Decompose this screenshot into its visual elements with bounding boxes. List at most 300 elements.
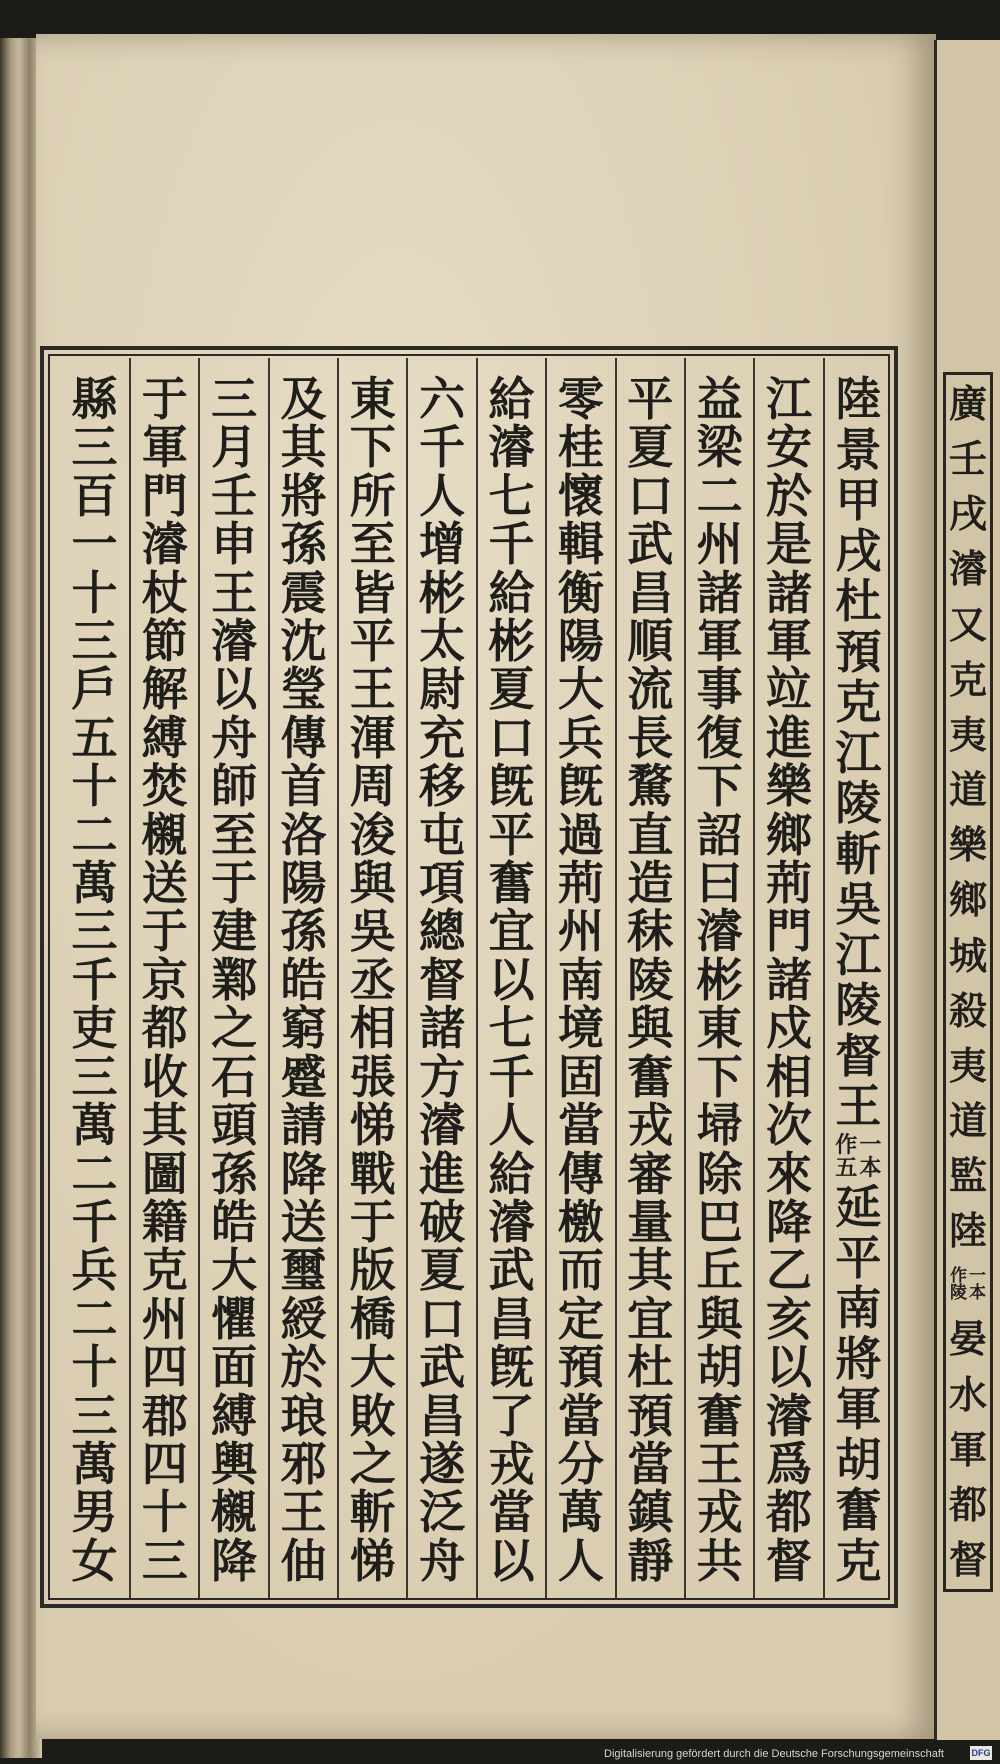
character: 又	[948, 601, 987, 647]
character: 戎	[627, 1098, 674, 1153]
character: 千	[488, 517, 535, 572]
character: 奮	[835, 1483, 882, 1538]
character: 萬	[71, 1098, 118, 1153]
character: 廣	[948, 381, 987, 426]
character: 以	[765, 1340, 812, 1395]
annotation-line: 作 陵	[950, 1265, 967, 1304]
character: 於	[765, 468, 812, 523]
character: 震	[280, 565, 327, 620]
character: 夏	[488, 662, 535, 717]
annotation-line: 一 本	[969, 1265, 986, 1304]
text-column	[476, 358, 545, 1598]
text-columns	[60, 358, 892, 1598]
character: 鎮	[627, 1485, 674, 1540]
character: 道	[948, 1098, 987, 1144]
character: 杖	[141, 565, 188, 620]
character: 遂	[419, 1436, 466, 1491]
character: 軍	[835, 1382, 882, 1437]
character: 甲	[835, 473, 882, 527]
character: 杜	[835, 574, 882, 628]
character: 亥	[765, 1291, 812, 1346]
character: 吳	[349, 904, 396, 959]
character: 詔	[696, 807, 743, 862]
character: 收	[141, 1049, 188, 1104]
character: 奮	[488, 856, 535, 911]
character: 周	[349, 759, 396, 814]
character: 預	[627, 1388, 674, 1443]
character: 克	[948, 656, 987, 702]
character: 一	[71, 517, 118, 572]
character: 長	[627, 710, 674, 765]
character: 克	[835, 675, 882, 729]
character: 軍	[141, 420, 188, 475]
character: 口	[419, 1291, 466, 1346]
text-column	[60, 358, 129, 1598]
character: 傳	[280, 710, 327, 765]
character: 旣	[488, 1340, 535, 1395]
character: 進	[419, 1146, 466, 1201]
character: 延	[835, 1180, 882, 1235]
text-column	[337, 358, 406, 1598]
character: 悌	[349, 1098, 396, 1153]
character: 道	[948, 767, 987, 813]
character: 次	[765, 1098, 812, 1153]
character: 縛	[141, 710, 188, 765]
character: 造	[627, 856, 674, 911]
character: 及	[280, 372, 327, 426]
text-column	[823, 358, 892, 1598]
character: 頭	[211, 1098, 258, 1153]
character: 鄴	[211, 952, 258, 1007]
text-column	[753, 358, 822, 1598]
text-column	[684, 358, 753, 1598]
text-column	[615, 358, 684, 1598]
character: 蹙	[280, 1049, 327, 1104]
character: 吏	[71, 1001, 118, 1056]
character: 平	[627, 372, 674, 426]
character: 昌	[488, 1291, 535, 1346]
character: 曰	[696, 856, 743, 911]
character: 殺	[948, 987, 987, 1033]
character: 直	[627, 807, 674, 862]
character: 六	[419, 372, 466, 426]
character: 當	[557, 1388, 604, 1443]
character: 三	[141, 1533, 188, 1588]
annotation-line: 作 五	[835, 1131, 858, 1181]
character: 降	[280, 1146, 327, 1201]
character: 給	[488, 372, 535, 426]
character: 陽	[280, 856, 327, 911]
character: 事	[696, 662, 743, 717]
character: 樂	[765, 759, 812, 814]
character: 安	[765, 420, 812, 475]
character: 彬	[488, 614, 535, 669]
character: 太	[419, 614, 466, 669]
character: 復	[696, 710, 743, 765]
character: 請	[280, 1098, 327, 1153]
character: 項	[419, 856, 466, 911]
character: 州	[557, 904, 604, 959]
character: 方	[419, 1049, 466, 1104]
character: 於	[280, 1340, 327, 1395]
character: 十	[71, 759, 118, 814]
annotation-note	[950, 1265, 986, 1304]
character: 城	[948, 932, 987, 978]
character: 以	[488, 952, 535, 1007]
character: 陵	[835, 978, 882, 1032]
character: 二	[696, 468, 743, 523]
character: 移	[419, 759, 466, 814]
character: 諸	[765, 565, 812, 620]
character: 降	[765, 1194, 812, 1249]
character: 輿	[211, 1436, 258, 1491]
character: 當	[627, 1436, 674, 1491]
character: 四	[141, 1436, 188, 1491]
character: 璽	[280, 1243, 327, 1298]
character: 萬	[71, 1436, 118, 1491]
character: 增	[419, 517, 466, 572]
character: 于	[211, 856, 258, 911]
character: 東	[349, 372, 396, 426]
character: 門	[765, 904, 812, 959]
character: 爲	[765, 1436, 812, 1491]
character: 版	[349, 1243, 396, 1298]
character: 濬	[948, 546, 987, 592]
character: 三	[71, 420, 118, 475]
character: 孫	[211, 1146, 258, 1201]
character: 女	[71, 1533, 118, 1588]
character: 建	[211, 904, 258, 959]
character: 降	[211, 1533, 258, 1588]
character: 于	[141, 904, 188, 959]
character: 壬	[211, 468, 258, 523]
character: 千	[419, 420, 466, 475]
character: 鄉	[765, 807, 812, 862]
character: 荊	[765, 856, 812, 911]
character: 人	[557, 1533, 604, 1588]
character: 舟	[419, 1533, 466, 1588]
character: 東	[696, 1001, 743, 1056]
character: 洛	[280, 807, 327, 862]
character: 奮	[627, 1049, 674, 1104]
character: 夷	[948, 711, 987, 757]
character: 悌	[349, 1533, 396, 1588]
character: 十	[71, 565, 118, 620]
character: 送	[280, 1194, 327, 1249]
character: 景	[835, 422, 882, 477]
character: 口	[627, 468, 674, 523]
character: 千	[71, 952, 118, 1007]
character: 師	[211, 759, 258, 814]
character: 濬	[141, 517, 188, 572]
annotation-note	[835, 1131, 882, 1181]
character: 戌	[948, 491, 987, 537]
character: 分	[557, 1436, 604, 1491]
character: 王	[280, 1485, 327, 1540]
character: 丘	[696, 1243, 743, 1298]
character: 戎	[488, 1436, 535, 1491]
character: 申	[211, 517, 258, 572]
character: 樂	[948, 822, 987, 868]
text-column	[268, 358, 337, 1598]
character: 是	[765, 517, 812, 572]
character: 節	[141, 614, 188, 669]
character: 武	[488, 1243, 535, 1298]
facing-page-text-column	[943, 372, 993, 1592]
character: 與	[627, 1001, 674, 1056]
character: 武	[627, 517, 674, 572]
character: 王	[211, 565, 258, 620]
character: 預	[835, 624, 882, 679]
character: 吳	[835, 877, 882, 931]
digitization-caption: Digitalisierung gefördert durch die Deutsche Forschungsgemeinschaft	[604, 1748, 944, 1760]
character: 與	[696, 1291, 743, 1346]
character: 江	[835, 927, 882, 982]
character: 巴	[696, 1194, 743, 1249]
character: 陸	[948, 1208, 987, 1254]
character: 兵	[557, 710, 604, 765]
character: 石	[211, 1049, 258, 1104]
character: 戎	[696, 1485, 743, 1540]
character: 四	[141, 1340, 188, 1395]
character: 與	[349, 856, 396, 911]
character: 彬	[696, 952, 743, 1007]
character: 荊	[557, 856, 604, 911]
character: 克	[835, 1533, 882, 1588]
character: 王	[835, 1079, 882, 1133]
character: 懷	[557, 468, 604, 523]
character: 共	[696, 1533, 743, 1588]
character: 三	[71, 614, 118, 669]
character: 諸	[696, 565, 743, 620]
character: 州	[696, 517, 743, 572]
character: 泛	[419, 1485, 466, 1540]
text-column	[406, 358, 475, 1598]
character: 圖	[141, 1146, 188, 1201]
character: 相	[765, 1049, 812, 1104]
character: 審	[627, 1146, 674, 1201]
character: 大	[349, 1340, 396, 1395]
character: 解	[141, 662, 188, 717]
character: 伷	[280, 1533, 327, 1588]
character: 了	[488, 1388, 535, 1443]
character: 益	[696, 372, 743, 426]
character: 宜	[488, 904, 535, 959]
character: 下	[696, 759, 743, 814]
character: 皆	[349, 565, 396, 620]
character: 至	[349, 517, 396, 572]
character: 定	[557, 1291, 604, 1346]
character: 水	[948, 1371, 987, 1417]
character: 總	[419, 904, 466, 959]
character: 三	[71, 1049, 118, 1104]
character: 奮	[696, 1388, 743, 1443]
character: 瑩	[280, 662, 327, 717]
character: 渾	[349, 710, 396, 765]
character: 江	[765, 372, 812, 426]
character: 夏	[627, 420, 674, 475]
character: 所	[349, 468, 396, 523]
character: 之	[349, 1436, 396, 1491]
character: 京	[141, 952, 188, 1007]
annotation-line: 一 本	[859, 1131, 882, 1181]
character: 門	[141, 468, 188, 523]
character: 督	[835, 1028, 882, 1083]
character: 焚	[141, 759, 188, 814]
character: 傳	[557, 1146, 604, 1201]
character: 萬	[557, 1485, 604, 1540]
character: 諸	[765, 952, 812, 1007]
character: 于	[141, 372, 188, 426]
character: 輯	[557, 517, 604, 572]
character: 綬	[280, 1291, 327, 1346]
character: 窮	[280, 1001, 327, 1056]
character: 夏	[419, 1243, 466, 1298]
text-column	[129, 358, 198, 1598]
character: 給	[488, 1146, 535, 1201]
character: 陸	[835, 372, 882, 426]
character: 十	[141, 1485, 188, 1540]
character: 南	[557, 952, 604, 1007]
character: 于	[349, 1194, 396, 1249]
character: 都	[765, 1485, 812, 1540]
character: 昌	[419, 1388, 466, 1443]
character: 七	[488, 468, 535, 523]
character: 督	[419, 952, 466, 1007]
character: 進	[765, 710, 812, 765]
character: 戶	[71, 662, 118, 717]
character: 衡	[557, 565, 604, 620]
character: 來	[765, 1146, 812, 1201]
character: 平	[349, 614, 396, 669]
character: 督	[765, 1533, 812, 1588]
character: 下	[696, 1049, 743, 1104]
character: 七	[488, 1001, 535, 1056]
character: 其	[280, 420, 327, 475]
character: 戌	[835, 523, 882, 578]
character: 相	[349, 1001, 396, 1056]
character: 陵	[627, 952, 674, 1007]
character: 口	[488, 710, 535, 765]
character: 琅	[280, 1388, 327, 1443]
character: 濬	[419, 1098, 466, 1153]
character: 五	[71, 710, 118, 765]
character: 武	[419, 1340, 466, 1395]
character: 竝	[765, 662, 812, 717]
character: 櫬	[141, 807, 188, 862]
character: 都	[141, 1001, 188, 1056]
character: 壬	[948, 436, 987, 482]
character: 旣	[488, 759, 535, 814]
character: 過	[557, 807, 604, 862]
character: 桂	[557, 420, 604, 475]
character: 千	[71, 1194, 118, 1249]
character: 以	[211, 662, 258, 717]
character: 孫	[280, 517, 327, 572]
character: 之	[211, 1001, 258, 1056]
character: 檄	[557, 1194, 604, 1249]
character: 縣	[71, 372, 118, 426]
character: 充	[419, 710, 466, 765]
character: 州	[141, 1291, 188, 1346]
character: 月	[211, 420, 258, 475]
character: 其	[627, 1243, 674, 1298]
character: 二	[71, 1146, 118, 1201]
character: 江	[835, 725, 882, 780]
character: 千	[488, 1049, 535, 1104]
character: 孫	[280, 904, 327, 959]
character: 濬	[765, 1388, 812, 1443]
character: 將	[280, 468, 327, 523]
character: 尉	[419, 662, 466, 717]
character: 二	[71, 1291, 118, 1346]
character: 胡	[696, 1340, 743, 1395]
character: 三	[211, 372, 258, 426]
character: 敗	[349, 1388, 396, 1443]
character: 人	[419, 468, 466, 523]
character: 送	[141, 856, 188, 911]
character: 宜	[627, 1291, 674, 1346]
character: 面	[211, 1340, 258, 1395]
character: 下	[349, 420, 396, 475]
character: 斬	[349, 1485, 396, 1540]
character: 其	[141, 1098, 188, 1153]
character: 邪	[280, 1436, 327, 1491]
character: 戰	[349, 1146, 396, 1201]
character: 監	[948, 1153, 987, 1199]
character: 懼	[211, 1291, 258, 1346]
character: 首	[280, 759, 327, 814]
character: 沈	[280, 614, 327, 669]
character: 十	[71, 1340, 118, 1395]
character: 屯	[419, 807, 466, 862]
character: 平	[835, 1230, 882, 1285]
character: 平	[488, 807, 535, 862]
character: 埽	[696, 1098, 743, 1153]
character: 昌	[627, 565, 674, 620]
character: 以	[488, 1533, 535, 1588]
character: 鄉	[948, 877, 987, 923]
character: 當	[488, 1485, 535, 1540]
character: 濬	[488, 1194, 535, 1249]
character: 旣	[557, 759, 604, 814]
character: 百	[71, 468, 118, 523]
character: 夷	[948, 1042, 987, 1088]
character: 軍	[948, 1426, 987, 1472]
character: 丞	[349, 952, 396, 1007]
character: 王	[349, 662, 396, 717]
character: 萬	[71, 856, 118, 911]
character: 舟	[211, 710, 258, 765]
character: 櫬	[211, 1485, 258, 1540]
character: 大	[557, 662, 604, 717]
character: 戍	[765, 1001, 812, 1056]
character: 三	[71, 904, 118, 959]
text-column	[198, 358, 267, 1598]
dfg-logo: DFG	[971, 1748, 991, 1758]
character: 男	[71, 1485, 118, 1540]
character: 固	[557, 1049, 604, 1104]
character: 量	[627, 1194, 674, 1249]
character: 至	[211, 807, 258, 862]
character: 預	[557, 1340, 604, 1395]
character: 皓	[211, 1194, 258, 1249]
character: 兵	[71, 1243, 118, 1298]
character: 乙	[765, 1243, 812, 1298]
character: 張	[349, 1049, 396, 1104]
character: 諸	[419, 1001, 466, 1056]
character: 濬	[696, 904, 743, 959]
